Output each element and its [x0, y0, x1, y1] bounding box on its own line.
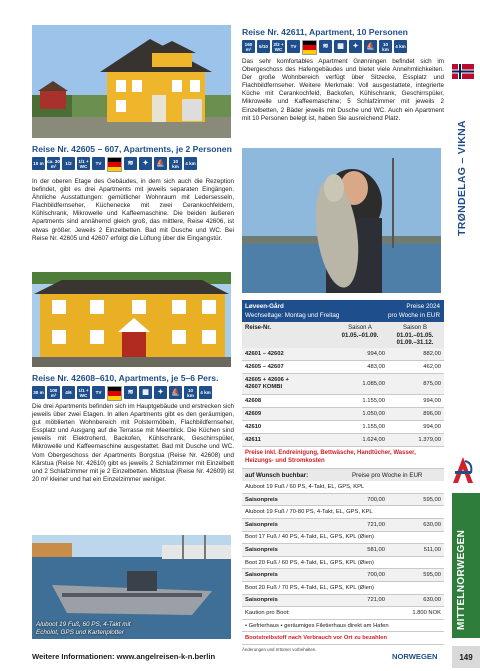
pets-icon: ✦	[154, 386, 167, 399]
table-row: 42601 – 42602 994,00 882,00	[242, 348, 444, 361]
footer-country: NORWEGEN	[392, 652, 438, 661]
section-42611-title: Reise Nr. 42611, Apartment, 10 Personen	[242, 27, 408, 37]
shop-distance-icon: 4 km	[184, 157, 197, 170]
boat-photo	[32, 535, 231, 639]
norway-flag-icon	[452, 64, 474, 79]
section-42605-text: In der oberen Etage des Gebäudes, in dem sich auch die Rezeption befindet, gibt es drei Apartments mit jeweils separaten Eingängen. Ähnliche Ausstattungen: gemütlicher Wohnraum mit Ledersesseln, Flachbildfernseher, Küchenecke mit zwei Cerankochfeldern, Kühlschrank, Mikrowelle und Kaffeemaschine. Die beiden äußeren Apartments sind annähernd gleich groß, das mittlere, Reise 42606, ist etwas größer. Jeweils 2 Einzelbetten. Bad mit Dusche und WC. Bei Reise Nr. 42605 und 42607 erfolgt die Lüftung über die Eingangstür.	[32, 178, 234, 242]
boat-icon: ⛵	[154, 157, 167, 170]
table-row: Saisonpreis 721,00 630,00	[242, 594, 444, 607]
table-row: Kaution pro Boot: 1.800 NOK	[242, 607, 444, 620]
distance-to-water-icon: 30 m	[32, 386, 45, 399]
fisherman-photo	[242, 148, 441, 293]
price-per: pro Woche in EUR	[387, 312, 440, 319]
distance-icon: 10 km	[184, 386, 197, 399]
shop-distance-icon: 4 km	[199, 386, 212, 399]
table-row: • Gefrierhaus • geräumiges Filetierhaus direkt am Hafen	[242, 619, 444, 632]
bathrooms-icon: 1/1 + WC	[78, 158, 89, 169]
table-row: Boot 17 Fuß / 40 PS, 4-Takt, EL, GPS, KPL (Øien)	[242, 531, 444, 544]
table-row: Aluboot 19 Fuß / 60 PS, 4-Takt, EL, GPS, KPL	[242, 481, 444, 493]
table-row: Bootstreibstoff nach Verbrauch vor Ort zu bezahlen	[242, 632, 444, 645]
bedrooms-icon: 1/2	[62, 157, 75, 170]
bedrooms-icon: 5/10	[257, 40, 270, 53]
distance-icon: 10 km	[169, 157, 182, 170]
footer-link[interactable]: Weitere Informationen: www.angelreisen-k-n.berlin	[32, 652, 216, 661]
price-note: Preise inkl. Endreinigung, Bettwäsche, Handtücher, Wasser, Heizungs- und Stromkosten	[242, 447, 444, 469]
brand-logo	[451, 455, 475, 485]
change-days: Wechseltage: Montag und Freitag	[245, 312, 340, 319]
table-row: Boot 20 Fuß / 60 PS, 4-Takt, EL, GPS, KPL (Øien)	[242, 556, 444, 569]
photo-caption: Aluboot 19 Fuß, 60 PS, 4-Takt mit Echolot, GPS und Kartenplotter	[36, 621, 131, 636]
booking-header: auf Wunsch buchbar: Preise pro Woche in EUR	[242, 469, 444, 481]
table-row: Saisonpreis 700,00 595,00	[242, 493, 444, 506]
wifi-icon: ≋	[124, 386, 137, 399]
page-number: 149	[452, 646, 480, 668]
section-42608-title: Reise Nr. 42608–610, Apartments, je 5–6 Pers.	[32, 373, 219, 383]
table-row: Saisonpreis 700,00 595,00	[242, 569, 444, 582]
lodge-name: Løveen-Gård	[245, 303, 284, 310]
table-row: Boot 20 Fuß / 70 PS, 4-Takt, EL, GPS, KPL (Øien)	[242, 581, 444, 594]
table-row: Saisonpreis 721,00 630,00	[242, 518, 444, 531]
table-row: Saisonpreis 581,00 511,00	[242, 544, 444, 557]
german-flag-icon	[107, 157, 122, 172]
col-saison-b: Saison B 01.01.–01.05. 01.09.–31.12.	[396, 325, 434, 347]
section-42608-text: Die drei Apartments befinden sich im Hauptgebäude und erstrecken sich jeweils über zwei Etagen. In allen Apartments gibt es den geräumigen, gut möblierten Wohnbereich mit Polstermöbeln, Flachbildfernseher, Essplatz und Ausgang auf die Terrasse mit Meerblick. Die Küchen sind jeweils mit Elektroherd, Backofen, Kühlschrank, Geschirrspüler, Mikrowelle und Kaffeemaschine ausgestattet. Bad mit Dusche und WC. Vom Obergeschoss der Apartments Borgstua (Reise Nr. 42608) und Kärstua (Reise Nr. 42610) gibt es jeweils 2 Schlafzimmer mit Einzelbett und 2 Schlafzimmer mit je 2 Einzelbetten. Midtstua (Reise Nr. 42609) ist 20 m² kleiner und hat ein Einzelzimmer weniger.	[32, 403, 234, 483]
bathrooms-icon: 1/1 + WC	[78, 387, 89, 398]
distance-icon: 10 km	[379, 40, 392, 53]
pets-icon: ✦	[349, 40, 362, 53]
bedrooms-icon: 4/6	[62, 386, 75, 399]
section-42611-icons	[242, 40, 407, 55]
price-box	[242, 300, 444, 652]
table-row: 42605 – 42607 483,00 462,00	[242, 361, 444, 374]
price-table	[242, 348, 444, 447]
wifi-icon: ≋	[124, 157, 137, 170]
section-42608-icons	[32, 386, 212, 401]
table-row: 42608 1.155,00 994,00	[242, 395, 444, 408]
table-row: 42609 1.050,00 896,00	[242, 408, 444, 421]
price-column-header	[242, 322, 444, 348]
country-tab-label: MITTELNORWEGEN	[456, 529, 467, 630]
section-42605-title: Reise Nr. 42605 – 607, Apartments, je 2 Personen	[32, 144, 232, 154]
section-42605-icons	[32, 157, 197, 172]
shop-distance-icon: 4 km	[394, 40, 407, 53]
area-icon: 100 m²	[47, 386, 60, 399]
area-icon: 160 m²	[242, 40, 255, 53]
dishwasher-icon: ▦	[139, 386, 152, 399]
small-note: Änderungen und Irrtümer vorbehalten.	[242, 646, 317, 652]
booking-table	[242, 481, 444, 645]
col-reise-nr: Reise-Nr.	[245, 325, 272, 331]
german-flag-icon	[107, 386, 122, 401]
tv-icon: TV	[287, 40, 300, 53]
distance-to-water-icon: 10 m	[32, 157, 45, 170]
section-42611-text: Das sehr komfortables Apartment Grønningen befindet sich im Obergeschoss des Hafengebäudes und bietet viele Annehmlichkeiten. Der große Wohnbereich verfügt über Sitzecke, Essplatz und Flachbildfernseher. Weitere Merkmale: Voll ausgestattete, integrierte Küche mit Cerankochfeld, Backofen, Kühlschrank, Geschirrspüler, Mikrowelle und Kaffeemaschine; 5 Schlafzimmer mit jeweils 2 Einzelbetten, 2 Bäder jeweils mit Dusche und WC. Auch ein Apartment mit 10 Personen belegt ist, haben Sie ausreichend Platz.	[242, 58, 444, 122]
region-label: TRØNDELAG – VIKNA	[456, 120, 468, 236]
dishwasher-icon: ▦	[334, 40, 347, 53]
house-photo	[32, 25, 231, 138]
area-icon: ca. 30 m²	[47, 158, 60, 169]
boat-icon: ⛵	[169, 386, 182, 399]
apartment-building-photo	[32, 272, 231, 367]
price-year: Preise 2024	[406, 303, 440, 310]
wifi-icon: ≋	[319, 40, 332, 53]
tv-icon: TV	[92, 157, 105, 170]
table-row: 42605 + 42606 + 42607 KOMBI 1.085,00 875,00	[242, 374, 444, 395]
table-row: 42610 1.155,00 994,00	[242, 421, 444, 434]
german-flag-icon	[302, 40, 317, 55]
bathrooms-icon: 2/2 + WC	[273, 41, 284, 52]
table-row: 42611 1.624,00 1.379,00	[242, 434, 444, 447]
pets-icon: ✦	[139, 157, 152, 170]
price-header	[242, 300, 444, 322]
tv-icon: TV	[92, 386, 105, 399]
col-saison-a: Saison A 01.05.–01.09.	[341, 325, 379, 339]
table-row: Aluboot 19 Fuß / 70-80 PS, 4-Takt, EL, GPS, KPL	[242, 506, 444, 519]
boat-icon: ⛵	[364, 40, 377, 53]
